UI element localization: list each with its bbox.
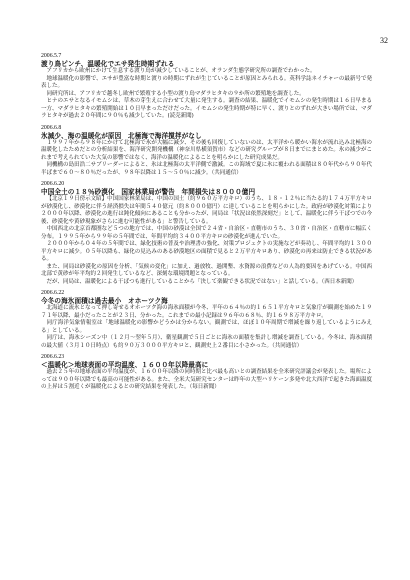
article-date: 2006.5.7 <box>41 53 62 59</box>
article-paragraph: 北海道に流氷となって押し寄せるオホーツク海の海氷面積が今冬、平年の６４％の約１６５１平方キロと気象庁が観測を始めた１９７１年以降、最小だったことが２３日、分かった。これまでの最小記録は９６年の６８％、約１６９８万平方キロ。 <box>41 305 372 319</box>
page-number: 32 <box>380 36 388 45</box>
article-date: 2006.6.22 <box>41 290 65 296</box>
article-paragraph: 【北京１９日傍示文昭】中国国家林業局は、中国の国土（約９６０万平方キロ）のうち、１８・１２％に当たる約１７４万平方キロが砂漠化し、砂漠化に伴う経済損失は年間５４０億元（約８０００億円）に達していることを明らかにした。政府が砂漠化対策により２０００年以降、砂漠化の進行は鈍化傾向にあることも分かったが、同局は「状況は依然深刻だ」として、温暖化に伴う干ばつでの今後、砂漠化や黄砂現象がさらに進む可能性がある」と警告している。 <box>41 196 372 225</box>
article-okhotsk-sea-ice <box>41 290 372 350</box>
article-paragraph: 地球温暖化の影響で、エサが豊富な時期と渡りの時期にずれが生じていることが原因とみられる。英科学誌ネイチャーの最新号で発表した。 <box>41 75 372 89</box>
article-headline: ＜温暖化＞地球表面の平均温度、１６００年以降最高に <box>41 361 209 369</box>
article-date: 2006.6.8 <box>41 124 62 131</box>
article-arctic-ice <box>41 125 372 178</box>
article-headline: 中国全土の１８％砂漠化 国家林業局が警告 年間損失は８０００億円 <box>41 188 256 196</box>
article-china-desertification <box>41 181 372 286</box>
article-paragraph: だが、同局は、温暖化による干ばつも進行していることから「決して楽観できる状況ではない」と話している。（西日本新聞） <box>46 278 358 285</box>
article-paragraph: 中国西北の北京首都圏など５つの地方では、中国の砂漠は全国で２４省・自治区・直轄市のうち、３０省・自治区・直轄市に幅広く分布。１９９５年から９９年の５年間では、年間平均約３４００平方キロの砂漠化が進んでいた。 <box>41 226 372 240</box>
article-paragraph: 同庁海洋気象情報室は「地球温暖化の影響かどうかは分からない。観測では、ほぼ１０年周期で増減を繰り返しているようにみえる」としている。 <box>41 320 372 334</box>
article-paragraph: アフリカから欧州にかけて生息する渡り鳥が減少していることが、オランダ生態学研究所の調査でわかった。 <box>46 68 316 74</box>
article-global-temperature <box>41 354 372 392</box>
article-paragraph: ヒナのエサとなるイモムシは、草木の芽生えに合わせて大量に発生する。調査の結果、温暖化でイモムシの発生時期は１６日早まる一方、マダラヒタキの繁殖開始は１０日早まっただけだった。イモムシの発生時期が特に早く、渡りとのずれが大きい場所では、マダラヒタキが過去２０年間に９０％も減少していた。(読売新聞) <box>41 98 372 119</box>
article-paragraph: また、同局は砂漠化の原因を分析、「気候の変化」に加え、過放牧、過開墾、水資源の浪費などの人為的要因をあげている。中国西北部で黄砂が年平均約２回発生しているなど、深刻な環境問題となっている。 <box>41 263 372 277</box>
article-paragraph: 同機構の島田浩二サブリーダーによると、氷は北極海の太平洋側で激減。この海域で夏に氷に覆われる面積は８０年代から９０年代半ばまで６０〜８０％だったが、９８年以降は１５〜５０％に減少。（共同通信） <box>41 162 372 176</box>
article-paragraph: 同庁は、海氷シーズン中（１２月〜翌年５月）、衛星観測で５日ごとに海氷の面積を集計し増減を調査している。今冬は、海氷面積の最大値（３月１０日時点）も約９０万３０００平方キロと、観測史上２番目に小さかった。（共同通信） <box>41 335 372 349</box>
article-migratory-birds <box>41 53 372 121</box>
article-list <box>41 53 372 392</box>
article-date: 2006.6.20 <box>41 181 65 187</box>
article-headline: 今冬の海氷面積は過去最小 オホーツク海 <box>41 297 168 305</box>
article-date: 2006.6.23 <box>41 354 65 360</box>
article-paragraph: 過去２５年の地球表面の平均温度が、１６００年以降の同時期と比べ最も高いとの調査結果を全米研究評議会が発表した。場所によっては９００年以降でも最高の可能性がある。また、全米大気研究センターは昨年の大型ハリケーン多発や北大西洋で起きた海面温度の上昇は５割近くが温暖化によるとの研究結果を発表した。（毎日新聞） <box>41 369 372 390</box>
article-paragraph: 同研究所は、アフリカで越冬し欧州で繁殖する小型の渡り鳥マダラヒタキの９か所の繁殖地を調査した。 <box>46 90 305 97</box>
article-headline: 氷減少、海の温暖化が原因 北極海で海洋撹拌がなし <box>41 131 202 140</box>
article-headline: 渡り鳥ピンチ、温暖化でエサ発生時期ずれる <box>41 60 175 68</box>
article-paragraph: ２０００年から０４年の５年間では、緑化技術の普及や治理書の強化、対策プロジェクトの実施などが奏功し、年間平均約１３００平方キロに減少。０５年以降も、緑化の見込みのある砂漠地区の面積で見ると２万平方キロあり、砂漠化の再来は防止できる状況がある。 <box>41 241 372 262</box>
article-paragraph: １９９７年から９８年にかけて北極海で氷が大幅に減少、その後も回復していないのは、太平洋から暖かい海水が流れ込み北極海の温暖化したためだとの分析結果を、海洋研究開発機構（神奈川県横須賀市）などの研究グループが８日までにまとめた。氷の減少がこれまで考えられていた大気の影響ではなく、海洋の温暖化によることを明らかにした研究成果だ。 <box>41 139 372 161</box>
